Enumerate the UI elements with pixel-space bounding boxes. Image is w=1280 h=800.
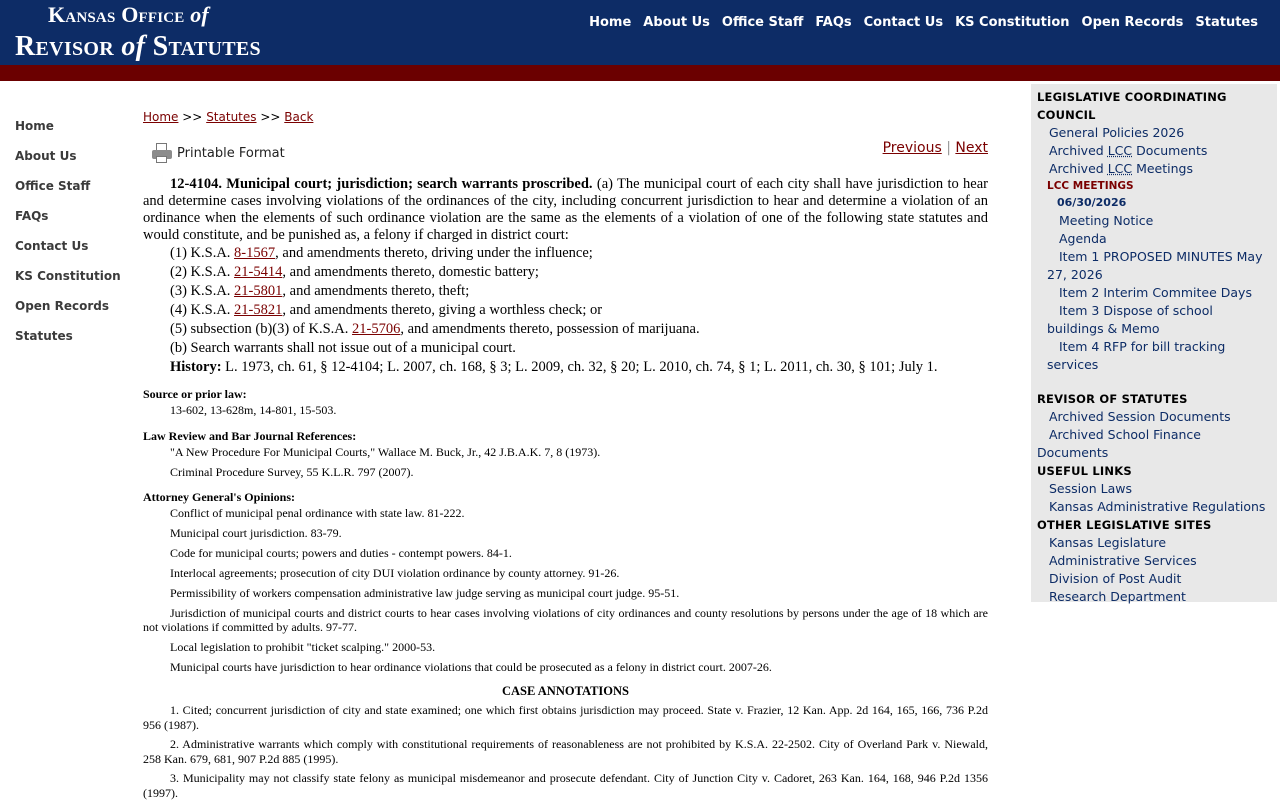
statute-item-text: (5) subsection (b)(3) of K.S.A. [170, 321, 353, 337]
statute-item-text: (1) K.S.A. [170, 245, 235, 261]
statute-link-8-1567[interactable]: 8-1567 [234, 245, 276, 261]
revisor-heading: REVISOR OF STATUTES [1037, 392, 1188, 406]
print-row [143, 136, 988, 176]
sidebar-link-item-4[interactable]: Item 4 RFP for bill tracking services [1047, 339, 1226, 372]
breadcrumb-statutes[interactable]: Statutes [206, 110, 257, 124]
next-link[interactable]: Next [955, 140, 988, 156]
sidebar-link-archived-lcc-documents[interactable] [1037, 142, 1271, 160]
sidebar-link-item-3[interactable]: Item 3 Dispose of school buildings & Memo [1047, 303, 1213, 336]
sidebar-link-agenda[interactable]: Agenda [1059, 231, 1107, 246]
header-accent-bar [0, 65, 1280, 81]
statute-intro [143, 176, 988, 244]
law-review-line: Criminal Procedure Survey, 55 K.L.R. 797 (2007). [170, 465, 414, 479]
statute-item-text: (2) K.S.A. [170, 264, 235, 280]
sidebar-link-text: Documents [1132, 143, 1208, 158]
lcc-abbreviation: LCC [1107, 161, 1133, 176]
left-nav-faqs[interactable]: FAQs [15, 209, 49, 223]
sidebar-link-general-policies[interactable]: General Policies 2026 [1049, 125, 1185, 140]
ag-opinion-line: Municipal court jurisdiction. 83-79. [170, 526, 342, 540]
logo-text: of [121, 31, 146, 62]
top-nav-ks-constitution[interactable]: KS Constitution [955, 15, 1070, 30]
source-heading: Source or prior law: [143, 387, 247, 401]
statute-link-21-5414[interactable]: 21-5414 [234, 264, 283, 280]
case-annotation: 1. Cited; concurrent jurisdiction of city and state examined; one which first obtains jurisdiction may proceed. State v. Frazier, 12 Kan. App. 2d 164, 165, 166, 736 P.2d 956 (1987). [143, 703, 988, 732]
prev-next-divider: | [946, 140, 951, 156]
left-nav-open-records[interactable]: Open Records [15, 299, 110, 313]
law-review-line: "A New Procedure For Municipal Courts," Wallace M. Buck, Jr., 42 J.B.A.K. 7, 8 (1973). [170, 445, 601, 459]
statute-b-clause: (b) Search warrants shall not issue out of a municipal court. [170, 340, 516, 356]
statute-content [143, 110, 988, 800]
top-nav-about-us[interactable]: About Us [643, 15, 710, 30]
statute-item [143, 282, 988, 301]
left-nav-contact-us[interactable]: Contact Us [15, 239, 89, 253]
lcc-abbreviation: LCC [1107, 143, 1133, 158]
top-nav-office-staff[interactable]: Office Staff [721, 15, 804, 30]
sidebar-link-administrative-services[interactable]: Administrative Services [1049, 553, 1197, 568]
statute-item-text: (3) K.S.A. [170, 283, 235, 299]
case-annotation: 3. Municipality may not classify state felony as municipal misdemeanor and prosecute defendant. City of Junction City v. Cadoret, 263 Kan. 164, 168, 946 P.2d 1356 (1997). [143, 771, 988, 800]
ag-opinion-line: Code for municipal courts; powers and duties - contempt powers. 84-1. [170, 546, 512, 560]
ag-opinions-heading: Attorney General's Opinions: [143, 490, 295, 504]
history-label: History: [170, 359, 222, 375]
right-sidebar [1031, 84, 1277, 602]
statute-item-text: , and amendments thereto, driving under the influence; [275, 245, 593, 261]
top-nav-faqs[interactable]: FAQs [815, 15, 852, 30]
logo-text: of [190, 2, 209, 27]
statute-intro-text: (a) The municipal court of each city shall have jurisdiction to hear and determine cases involving violations of the ordinances of the city, including concurrent jurisdiction to hear and determine a violation of an ordinance when the elements of such ordinance violation are the same as the elements of a violation of one of the following state statutes and would constitute, and be punished as, a felony if charged in district court: [143, 176, 988, 243]
printable-format-link[interactable] [151, 142, 285, 164]
statute-item-text: , and amendments thereto, possession of marijuana. [400, 321, 700, 337]
sidebar-link-text: Archived [1049, 161, 1108, 176]
breadcrumb-separator: >> [178, 110, 207, 124]
breadcrumb-home[interactable]: Home [143, 110, 179, 124]
ag-opinion-line: Local legislation to prohibit "ticket scalping." 2000-53. [170, 640, 436, 654]
statute-item-text: , and amendments thereto, domestic battery; [282, 264, 539, 280]
top-nav-statutes[interactable]: Statutes [1195, 15, 1258, 30]
ag-opinion-line: Permissibility of workers compensation administrative law judge serving as municipal court judge. 95-51. [170, 586, 680, 600]
sidebar-link-meeting-notice[interactable]: Meeting Notice [1059, 213, 1154, 228]
sidebar-link-kansas-legislature[interactable]: Kansas Legislature [1049, 535, 1167, 550]
sidebar-link-archived-school-finance[interactable]: Archived School Finance Documents [1037, 427, 1201, 460]
sidebar-link-archived-session-documents[interactable]: Archived Session Documents [1049, 409, 1231, 424]
left-nav-ks-constitution[interactable]: KS Constitution [15, 269, 121, 283]
left-navigation [15, 118, 121, 358]
left-nav-home[interactable]: Home [15, 119, 54, 133]
statute-item [143, 320, 988, 339]
sidebar-spacer [1037, 374, 1271, 390]
statute-heading: 12-4104. Municipal court; jurisdiction; search warrants proscribed. [170, 176, 593, 192]
logo-text: Revisor [15, 31, 115, 62]
history-text: L. 1973, ch. 61, § 12-4104; L. 2007, ch. 168, § 3; L. 2009, ch. 32, § 20; L. 2010, ch. 74, § 1; L. 2011, ch. 30, § 101; July 1. [221, 359, 938, 375]
sidebar-link-kansas-admin-regulations[interactable]: Kansas Administrative Regulations [1049, 499, 1266, 514]
statute-link-21-5821[interactable]: 21-5821 [234, 302, 283, 318]
logo-line-2 [15, 31, 261, 63]
top-nav-home[interactable]: Home [589, 15, 632, 30]
sidebar-link-research-department[interactable]: Research Department [1049, 589, 1186, 604]
statute-item [143, 244, 988, 263]
breadcrumb [143, 110, 988, 124]
source-text: 13-602, 13-628m, 14-801, 15-503. [170, 403, 337, 417]
statute-item-text: , and amendments thereto, giving a worthless check; or [282, 302, 603, 318]
sidebar-link-archived-lcc-meetings[interactable] [1037, 160, 1271, 178]
logo-text: Statutes [152, 31, 261, 62]
top-nav-open-records[interactable]: Open Records [1081, 15, 1184, 30]
statute-item [143, 301, 988, 320]
case-annotations-heading: CASE ANNOTATIONS [502, 684, 629, 698]
statute-item [143, 263, 988, 282]
left-nav-office-staff[interactable]: Office Staff [15, 179, 91, 193]
lcc-meetings-heading: LCC MEETINGS [1047, 180, 1134, 192]
printable-format-label: Printable Format [177, 145, 285, 161]
sidebar-link-division-of-post-audit[interactable]: Division of Post Audit [1049, 571, 1182, 586]
statute-link-21-5706[interactable]: 21-5706 [352, 321, 401, 337]
ag-opinion-line: Municipal courts have jurisdiction to hear ordinance violations that could be prosecuted as a felony in district court. 2007-26. [170, 660, 772, 674]
ag-opinion-line: Interlocal agreements; prosecution of city DUI violation ordinance by county attorney. 91-26. [170, 566, 620, 580]
breadcrumb-separator: >> [256, 110, 285, 124]
sidebar-link-text: Meetings [1132, 161, 1193, 176]
statute-item-text: , and amendments thereto, theft; [282, 283, 470, 299]
statute-history [143, 358, 988, 377]
sidebar-link-text: Archived [1049, 143, 1108, 158]
previous-link[interactable]: Previous [882, 140, 942, 156]
left-nav-statutes[interactable]: Statutes [15, 329, 73, 343]
case-annotation: 2. Administrative warrants which comply with constitutional requirements of reasonableness are not prohibited by K.S.A. 22-2502. City of Overland Park v. Niewald, 258 Kan. 679, 681, 907 P.2d 885 (1995). [143, 737, 988, 766]
meeting-date: 06/30/2026 [1057, 196, 1127, 209]
prev-next-nav [883, 140, 988, 156]
statute-link-21-5801[interactable]: 21-5801 [234, 283, 283, 299]
logo-text: Kansas Office [48, 2, 185, 27]
site-header [0, 0, 1280, 65]
left-nav-about-us[interactable]: About Us [15, 149, 77, 163]
top-nav-contact-us[interactable]: Contact Us [863, 15, 944, 30]
other-sites-heading: OTHER LEGISLATIVE SITES [1037, 518, 1212, 532]
useful-links-heading: USEFUL LINKS [1037, 464, 1132, 478]
ag-opinion-line: Jurisdiction of municipal courts and district courts to hear cases involving violations of city ordinances and county resolutions by persons under the age of 18 which are not violations if committed by adults. 97-77. [143, 606, 988, 634]
statute-item-text: (4) K.S.A. [170, 302, 235, 318]
top-navigation [589, 15, 1258, 30]
sidebar-link-item-2[interactable]: Item 2 Interim Commitee Days [1059, 285, 1252, 300]
sidebar-link-session-laws[interactable]: Session Laws [1049, 481, 1133, 496]
lcc-heading: LEGISLATIVE COORDINATING COUNCIL [1037, 90, 1227, 122]
ag-opinion-line: Conflict of municipal penal ordinance with state law. 81-222. [170, 506, 465, 520]
printer-icon [151, 142, 173, 164]
law-review-heading: Law Review and Bar Journal References: [143, 429, 357, 443]
sidebar-link-item-1[interactable]: Item 1 PROPOSED MINUTES May 27, 2026 [1047, 249, 1263, 282]
breadcrumb-back[interactable]: Back [284, 110, 314, 124]
logo-line-1 [48, 2, 209, 28]
